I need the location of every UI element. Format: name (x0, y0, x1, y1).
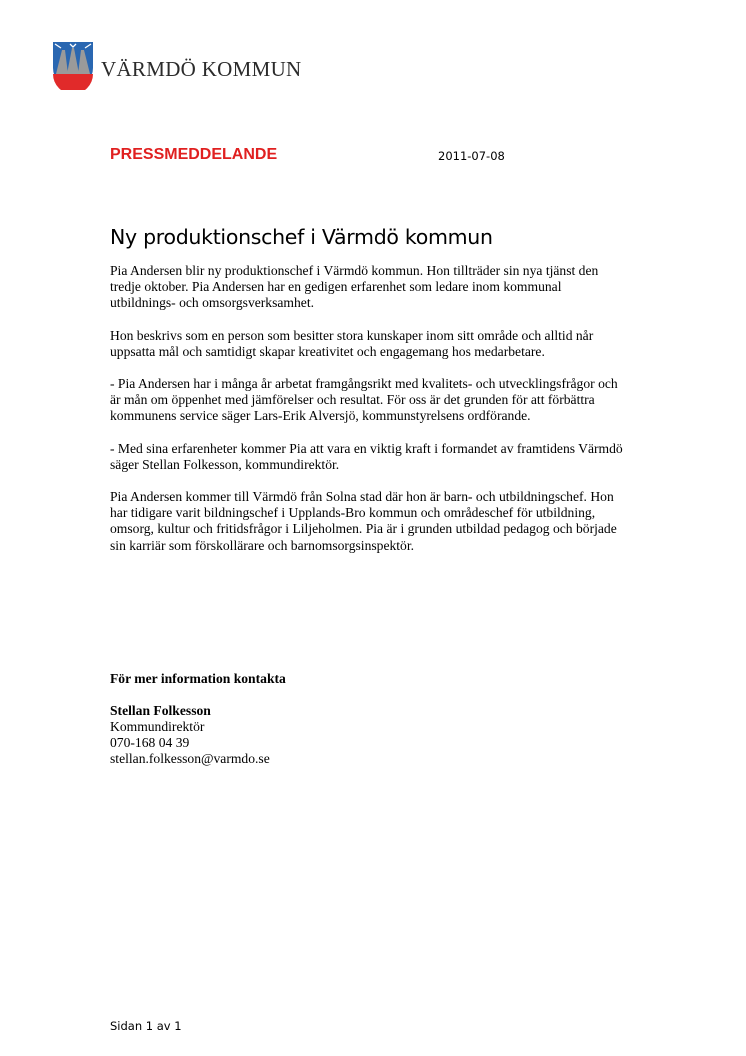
logo-text: VÄRMDÖ KOMMUN (101, 56, 302, 81)
article-title: Ny produktionschef i Värmdö kommun (110, 225, 493, 249)
varmdo-coat-of-arms-icon (53, 42, 93, 90)
page-number: Sidan 1 av 1 (110, 1019, 182, 1033)
contact-phone: 070-168 04 39 (110, 735, 190, 750)
paragraph: Pia Andersen kommer till Värmdö från Solna stad där hon är barn- och utbildningschef. Hon har tidigare varit bildningschef i Upplands-Bro kommun och områdeschef för utbildning, omsorg, kultur och fritidsfrågor i Liljeholmen. Pia är i grunden utbildad pedagog och började sin karriär som förskollärare och barnomsorgsinspektör. (110, 489, 617, 553)
contact-email: stellan.folkesson@varmdo.se (110, 751, 270, 766)
contact-role: Kommundirektör (110, 719, 205, 734)
contact-block (110, 703, 270, 767)
press-release-label: PRESSMEDDELANDE (110, 146, 278, 163)
paragraph: Hon beskrivs som en person som besitter stora kunskaper inom sitt område och alltid når uppsatta mål och samtidigt skapar kreativitet och engagemang hos medarbetare. (110, 327, 594, 359)
paragraph: - Med sina erfarenheter kommer Pia att vara en viktig kraft i formandet av framtidens Värmdö säger Stellan Folkesson, kommundirektör. (110, 440, 623, 472)
paragraph: Pia Andersen blir ny produktionschef i Värmdö kommun. Hon tillträder sin nya tjänst den tredje oktober. Pia Andersen har en gedigen erfarenhet som ledare inom kommunal utbildnings- och omsorgsverksamhet. (110, 263, 599, 311)
logo (53, 42, 302, 90)
press-release-date: 2011-07-08 (438, 149, 505, 163)
paragraph: - Pia Andersen har i många år arbetat framgångsrikt med kvalitets- och utvecklingsfrågor och är mån om öppenhet med jämförelser och resultat. För oss är det grunden för att förbättra kommunens service säger Lars-Erik Alversjö, kommunstyrelsens ordförande. (110, 376, 618, 424)
contact-heading: För mer information kontakta (110, 671, 286, 686)
press-label-row (110, 146, 670, 166)
article-body (110, 263, 630, 570)
contact-name: Stellan Folkesson (110, 703, 211, 718)
